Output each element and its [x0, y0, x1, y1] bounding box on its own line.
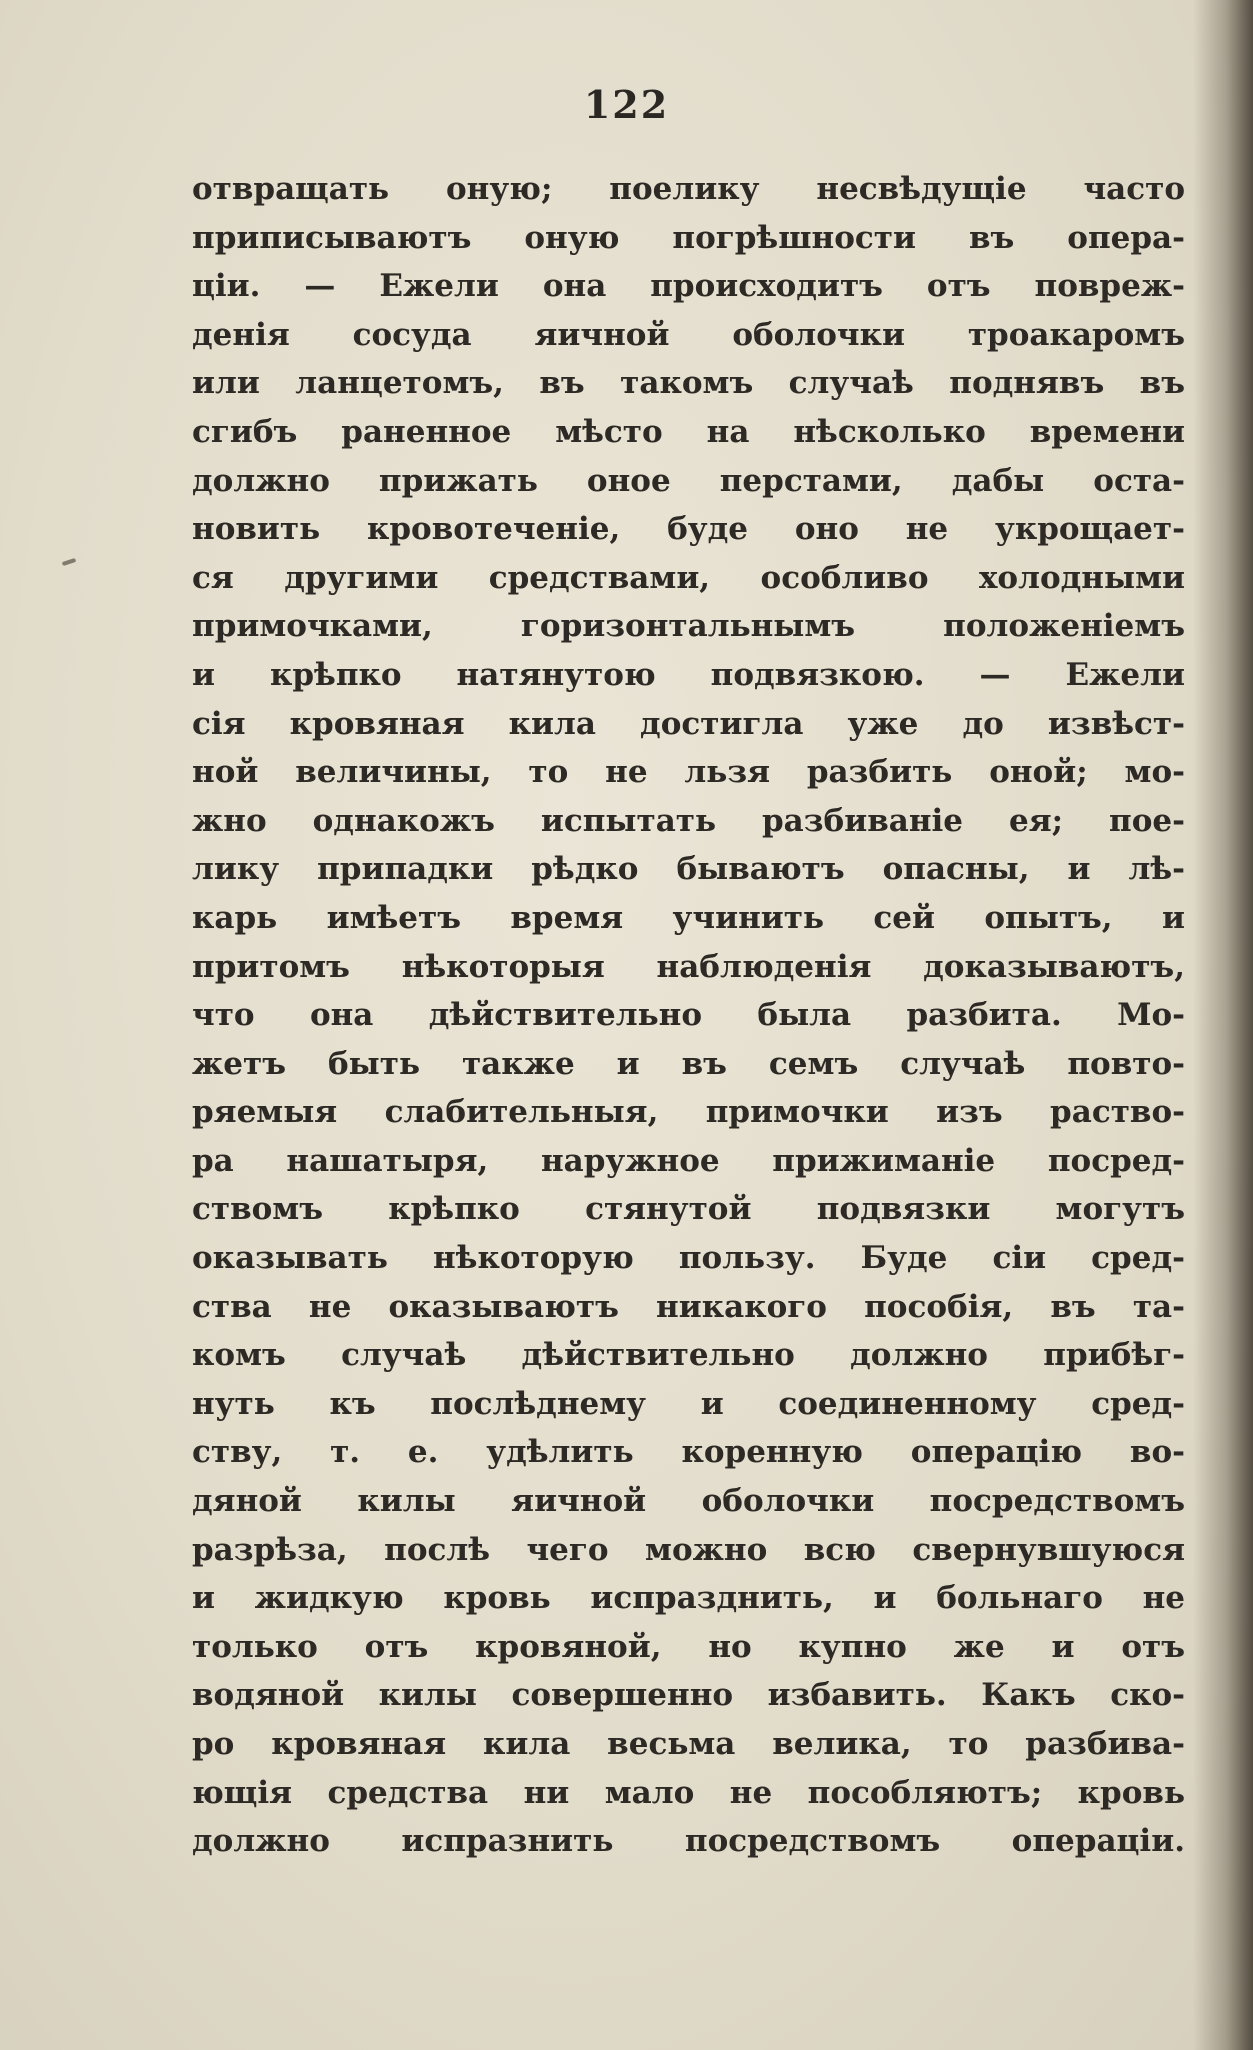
body-text	[192, 165, 1185, 1866]
text-line: оказывать нѣкоторую пользу. Буде сіи сред-	[192, 1240, 1185, 1277]
text-line: комъ случаѣ дѣйствительно должно прибѣг-	[192, 1337, 1185, 1374]
text-line: и крѣпко натянутою подвязкою. — Ежели	[192, 656, 1185, 693]
text-line: ства не оказываютъ никакого пособія, въ та-	[192, 1288, 1185, 1325]
text-line: притомъ нѣкоторыя наблюденія доказываютъ,	[192, 948, 1185, 985]
page-number: 122	[583, 82, 670, 127]
text-line: нуть къ послѣднему и соединенному сред-	[192, 1385, 1185, 1422]
text-line: жетъ быть также и въ семъ случаѣ повто-	[192, 1045, 1185, 1082]
text-line: приписываютъ оную погрѣшности въ опера-	[192, 219, 1185, 256]
ink-speck	[62, 558, 77, 566]
text-line: примочками, горизонтальнымъ положеніемъ	[192, 608, 1185, 645]
text-line: новить кровотеченіе, буде оно не укрощает-	[192, 511, 1185, 548]
text-line: ра нашатыря, наружное прижиманіе посред-	[192, 1142, 1185, 1179]
spine-shadow	[1193, 0, 1253, 2050]
text-line: ряемыя слабительныя, примочки изъ раство-	[192, 1094, 1185, 1131]
text-line: дяной килы яичной оболочки посредствомъ	[192, 1483, 1185, 1520]
text-line: ціи. — Ежели она происходитъ отъ повреж-	[192, 268, 1185, 305]
text-line: и жидкую кровь испразднить, и больнаго не	[192, 1580, 1185, 1617]
text-line: только отъ кровяной, но купно же и отъ	[192, 1628, 1185, 1665]
text-line: отвращать оную; поелику несвѣдущіе часто	[192, 171, 1185, 207]
text-line: водяной килы совершенно избавить. Какъ ско-	[192, 1677, 1185, 1714]
text-line: сгибъ раненное мѣсто на нѣсколько времени	[192, 413, 1185, 450]
text-line: или ланцетомъ, въ такомъ случаѣ поднявъ въ	[192, 365, 1185, 402]
text-line: ся другими средствами, особливо холодными	[192, 559, 1185, 596]
text-line: денія сосуда яичной оболочки троакаромъ	[192, 316, 1185, 353]
text-line: что она дѣйствительно была разбита. Мо-	[192, 997, 1185, 1034]
text-line: лику припадки рѣдко бываютъ опасны, и лѣ-	[192, 851, 1185, 888]
text-line: разрѣза, послѣ чего можно всю свернувшуюся	[192, 1531, 1185, 1568]
text-line: ющія средства ни мало не пособляютъ; кровь	[192, 1774, 1185, 1811]
text-line: сія кровяная кила достигла уже до извѣст-	[192, 705, 1185, 742]
text-line: ству, т. е. удѣлить коренную операцію во-	[192, 1434, 1185, 1471]
text-line: ной величины, то не льзя разбить оной; мо-	[192, 754, 1185, 791]
text-line: карь имѣетъ время учинить сей опытъ, и	[192, 899, 1185, 936]
text-line: должно прижать оное перстами, дабы оста-	[192, 462, 1185, 499]
text-line: жно однакожъ испытать разбиваніе ея; пое-	[192, 802, 1185, 839]
text-line: ствомъ крѣпко стянутой подвязки могутъ	[192, 1191, 1185, 1228]
text-line: должно испразнить посредствомъ операціи.	[192, 1823, 1185, 1860]
text-line: ро кровяная кила весьма велика, то разбива-	[192, 1726, 1185, 1762]
